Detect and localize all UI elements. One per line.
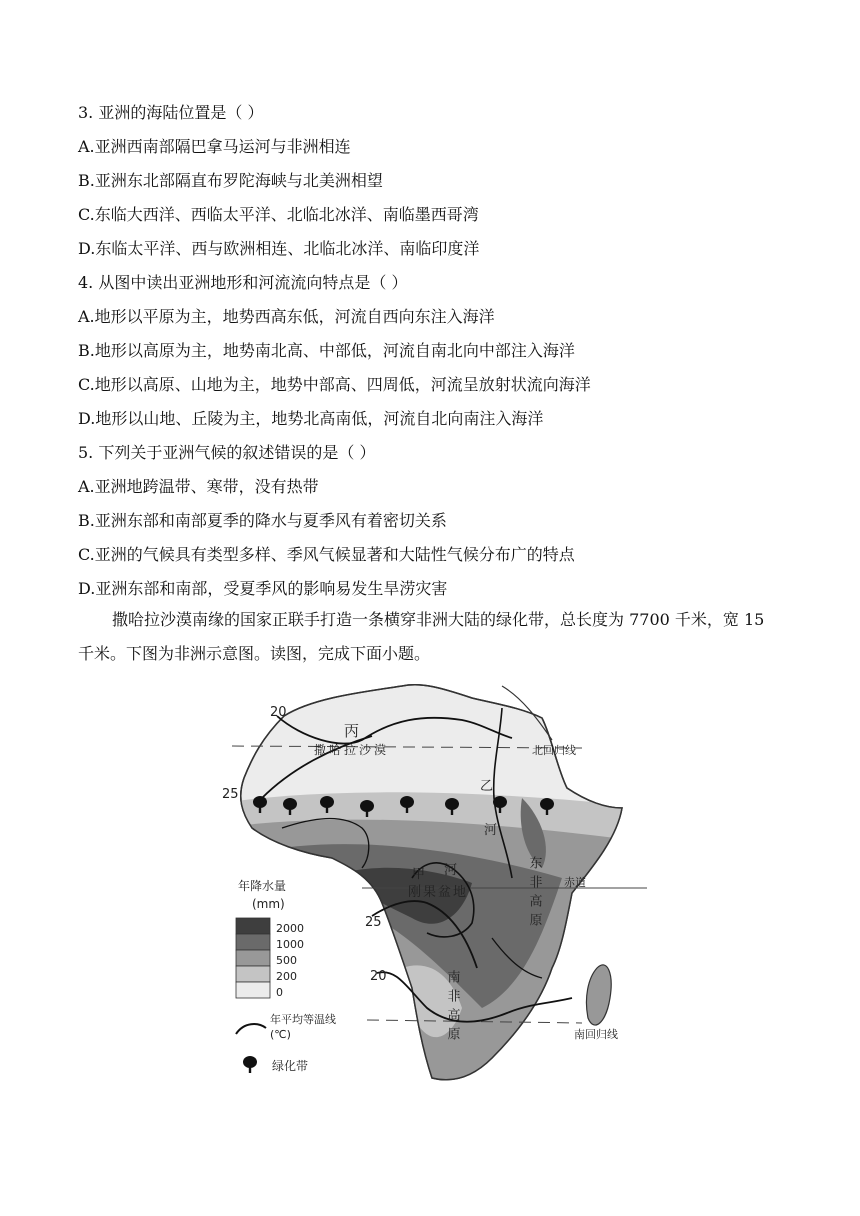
legend-swatch-1000 xyxy=(236,934,270,950)
legend-value-2000: 2000 xyxy=(276,922,304,935)
legend-isotherm-icon xyxy=(236,1024,266,1034)
label-yi: 乙 xyxy=(480,779,494,794)
question-5-stem: 5. 下列关于亚洲气候的叙述错误的是（ ） xyxy=(78,443,376,462)
legend-green-belt-label: 绿化带 xyxy=(272,1059,309,1073)
legend-value-500: 500 xyxy=(276,954,297,967)
intro-paragraph xyxy=(78,603,783,671)
label-equator: 赤道 xyxy=(564,876,586,889)
label-congo-basin: 刚果盆地 xyxy=(408,885,469,900)
question-4-option-a: A.地形以平原为主，地势西高东低，河流自西向东注入海洋 xyxy=(78,307,495,326)
isotherm-20-north-label: 20 xyxy=(270,705,287,720)
label-yi-river: 河 xyxy=(484,823,498,838)
legend-swatch-0 xyxy=(236,982,270,998)
legend-swatch-2000 xyxy=(236,918,270,934)
label-sahara: 撒哈拉沙漠 xyxy=(314,743,390,757)
isotherm-25-south-label: 25 xyxy=(365,915,382,930)
madagascar-island xyxy=(586,965,611,1025)
legend-swatch-200 xyxy=(236,966,270,982)
label-tropic-capricorn: 南回归线 xyxy=(574,1028,618,1041)
isotherm-20-south-label: 20 xyxy=(370,969,387,984)
question-4-option-b: B.地形以高原为主，地势南北高、中部低，河流自南北向中部注入海洋 xyxy=(78,341,575,360)
africa-map xyxy=(222,678,652,1090)
label-bing: 丙 xyxy=(344,722,360,740)
question-3-option-d: D.东临太平洋、西与欧洲相连、北临北冰洋、南临印度洋 xyxy=(78,239,480,258)
label-jia: 甲 xyxy=(412,867,426,882)
question-3-option-a: A.亚洲西南部隔巴拿马运河与非洲相连 xyxy=(78,137,351,156)
question-3-option-c: C.东临大西洋、西临太平洋、北临北冰洋、南临墨西哥湾 xyxy=(78,205,479,224)
question-5-option-b: B.亚洲东部和南部夏季的降水与夏季风有着密切关系 xyxy=(78,511,447,530)
legend-isotherm-label: 年平均等温线(℃) xyxy=(270,1013,336,1041)
question-3-option-b: B.亚洲东北部隔直布罗陀海峡与北美洲相望 xyxy=(78,171,383,190)
map-legend xyxy=(236,878,350,1073)
label-south-plateau: 南非高原 xyxy=(444,970,460,1046)
legend-title: 年降水量 xyxy=(238,879,287,893)
label-east-plateau: 东非高原 xyxy=(526,856,542,932)
question-5-option-a: A.亚洲地跨温带、寒带，没有热带 xyxy=(78,477,319,496)
legend-value-0: 0 xyxy=(276,986,283,999)
intro-text: 撒哈拉沙漠南缘的国家正联手打造一条横穿非洲大陆的绿化带，总长度为 7700 千米，宽 15 千米。下图为非洲示意图。读图，完成下面小题。 xyxy=(78,610,765,663)
isotherm-25-north-label: 25 xyxy=(222,787,239,802)
question-5-option-d: D.亚洲东部和南部，受夏季风的影响易发生旱涝灾害 xyxy=(78,579,448,598)
legend-tree-icon xyxy=(243,1056,257,1073)
question-4-option-d: D.地形以山地、丘陵为主，地势北高南低，河流自北向南注入海洋 xyxy=(78,409,544,428)
legend-swatch-500 xyxy=(236,950,270,966)
legend-value-1000: 1000 xyxy=(276,938,304,951)
label-tropic-cancer: 北回归线 xyxy=(532,744,576,757)
question-5-option-c: C.亚洲的气候具有类型多样、季风气候显著和大陆性气候分布广的特点 xyxy=(78,545,575,564)
question-3-stem: 3. 亚洲的海陆位置是（ ） xyxy=(78,103,264,122)
label-jia-river: 河 xyxy=(444,863,458,878)
legend-value-200: 200 xyxy=(276,970,297,983)
legend-isotherm-wrap xyxy=(270,1012,350,1052)
question-4-option-c: C.地形以高原、山地为主，地势中部高、四周低，河流呈放射状流向海洋 xyxy=(78,375,591,394)
question-4-stem: 4. 从图中读出亚洲地形和河流流向特点是（ ） xyxy=(78,273,408,292)
legend-unit: (mm) xyxy=(252,897,285,911)
